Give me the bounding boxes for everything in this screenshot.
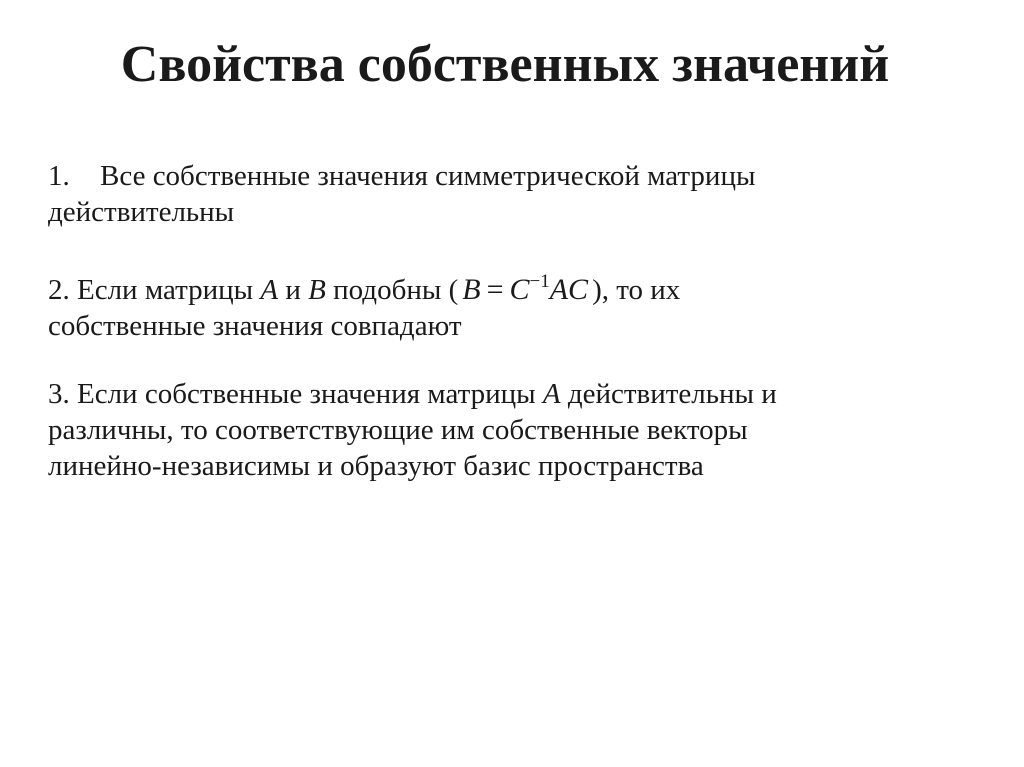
- property-2-suffix: ), то их: [592, 274, 681, 306]
- slide-title: Свойства собственных значений: [120, 36, 890, 93]
- formula-equals: =: [486, 273, 504, 306]
- property-item-2: [48, 272, 948, 344]
- property-3-suffix: действительны и: [560, 378, 777, 410]
- formula-exponent: −1: [529, 271, 550, 292]
- property-3-prefix: 3. Если собственные значения матрицы: [48, 378, 543, 410]
- property-item-1: [48, 158, 948, 230]
- variable-a: A: [542, 378, 561, 410]
- property-2-prefix: 2. Если матрицы: [48, 274, 261, 306]
- property-2-mid: подобны (: [325, 274, 459, 306]
- variable-a: A: [260, 274, 279, 306]
- property-1-number: 1.: [48, 160, 70, 192]
- formula-lhs: B: [462, 273, 481, 306]
- property-2-and: и: [278, 274, 309, 306]
- formula-c: C: [509, 273, 530, 306]
- formula-rest: AC: [549, 273, 589, 306]
- variable-b: B: [308, 274, 326, 306]
- similarity-formula: [462, 272, 588, 308]
- property-1-line-1: [48, 158, 948, 194]
- property-2-line-2: собственные значения совпадают: [48, 310, 462, 342]
- property-item-3: [48, 376, 948, 484]
- property-3-line-1: [48, 376, 948, 412]
- property-3-line-2: различны, то соответствующие им собственные векторы: [48, 414, 748, 446]
- property-1-text: Все собственные значения симметрической матрицы: [100, 160, 756, 192]
- property-3-line-3: линейно-независимы и образуют базис пространства: [48, 450, 704, 482]
- property-1-line-2: действительны: [48, 196, 235, 228]
- property-2-line-1: [48, 272, 948, 308]
